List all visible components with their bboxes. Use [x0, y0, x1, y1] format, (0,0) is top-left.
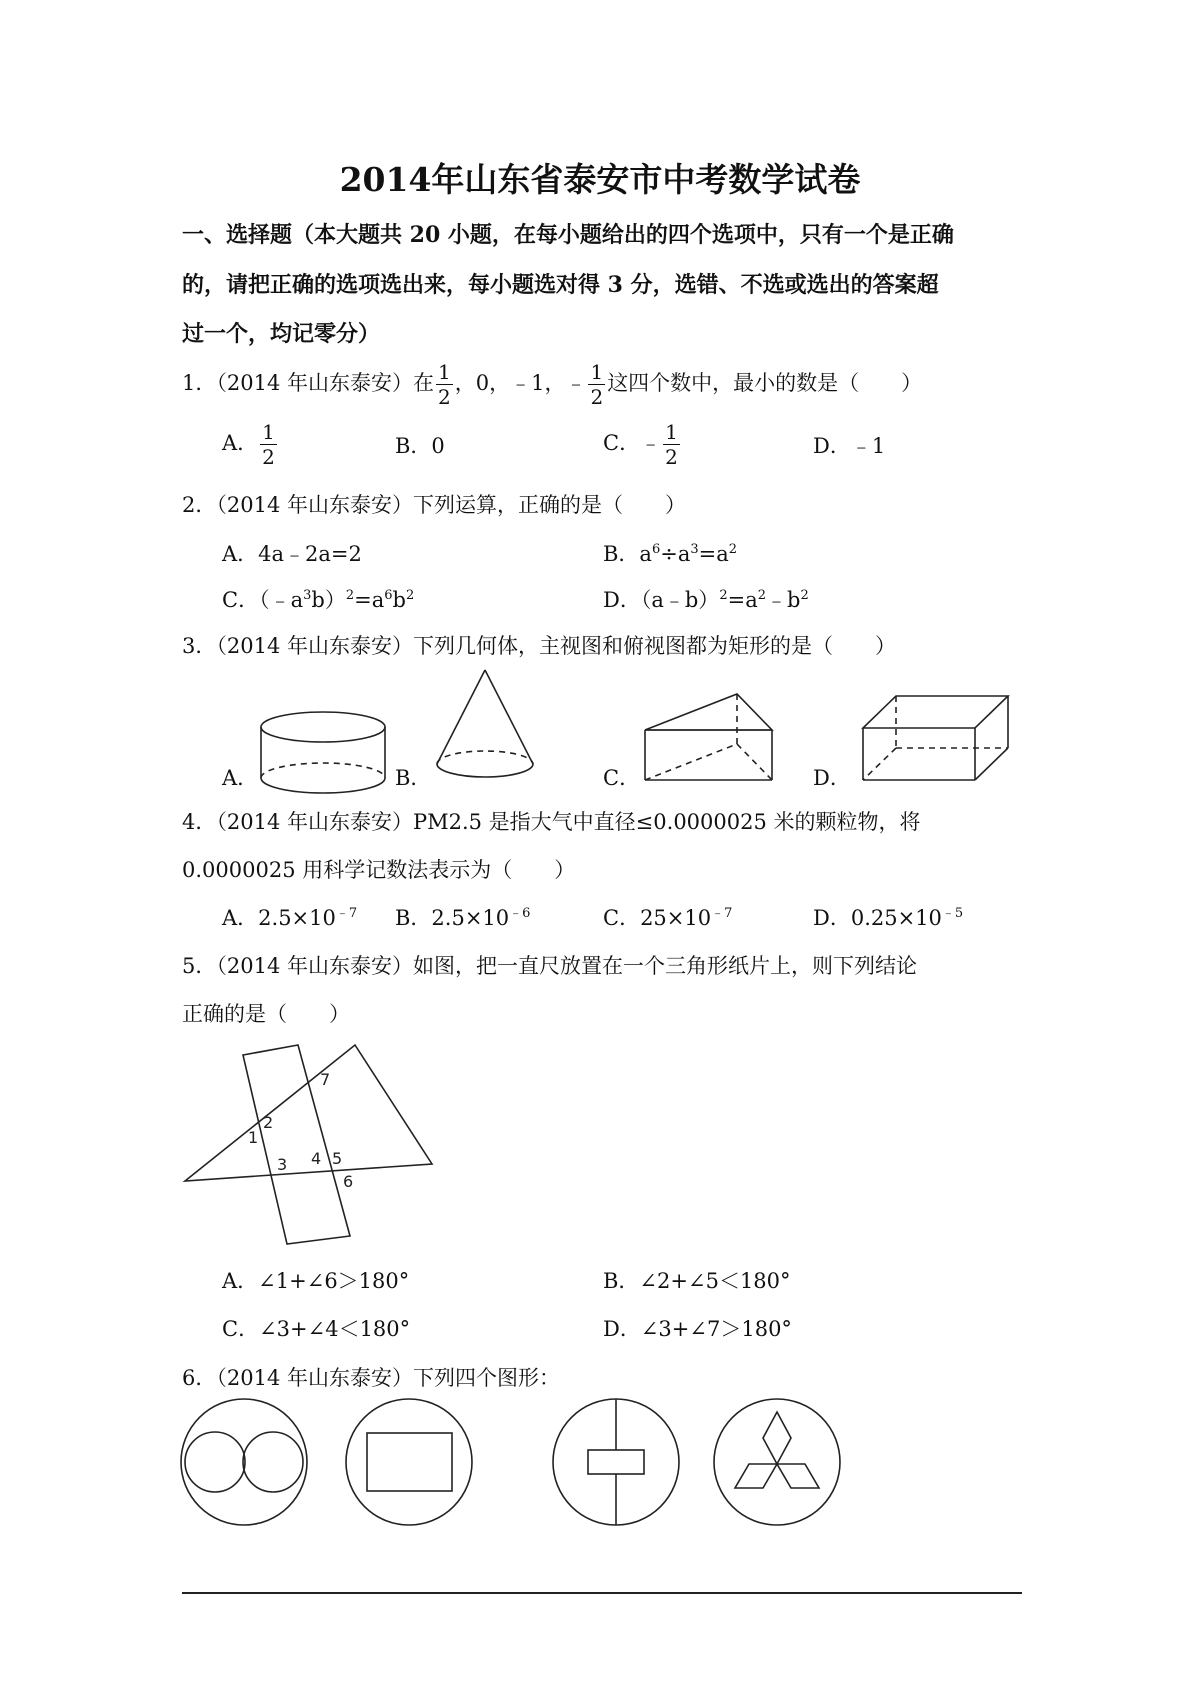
question-6: 6．（2014 年山东泰安）下列四个图形： [182, 1366, 560, 1390]
question-4-line-1: 4．（2014 年山东泰安）PM2.5 是指大气中直径≤0.0000025 米的颗粒物，将 [182, 810, 921, 834]
q2-option-b: B．$a^6\div a^3=a^2$ [603, 542, 738, 566]
q3-option-d: D． [813, 766, 851, 790]
question-2: 2．（2014 年山东泰安）下列运算，正确的是（ ） [182, 493, 686, 517]
angle-label-4: 4 [311, 1149, 322, 1168]
q3-option-b: B． [395, 766, 432, 790]
angle-label-2: 2 [263, 1113, 274, 1132]
section-heading-line-1: 一、选择题（本大题共 20 小题，在每小题给出的四个选项中，只有一个是正确 [182, 222, 954, 248]
q1-fraction-half: $\frac{1}{2}$ [437, 360, 451, 409]
q3-option-a: A． [222, 766, 259, 790]
q1-option-a: A． $\frac{1}{2}$ [222, 420, 275, 469]
q3-option-c: C． [603, 766, 641, 790]
section-heading-line-3: 过一个，均记零分） [182, 321, 381, 347]
q2-option-d: D．$(a﹣b)^2=a^2﹣b^2$ [603, 588, 809, 612]
q5-option-d: D．∠3+∠7＞180° [603, 1317, 792, 1341]
question-4-line-2: 0.0000025 用科学记数法表示为（ ） [182, 858, 576, 882]
footer-rule [182, 1592, 1022, 1594]
q1-option-d: D．﹣1 [813, 434, 886, 458]
q1-option-c: C．﹣ $\frac{1}{2}$ [603, 420, 678, 469]
q1-prefix: 1．（2014 年山东泰安）在 [182, 371, 434, 395]
q4-option-c: C．$25\times 10^{﹣7}$ [603, 906, 733, 930]
figure-circle-three-diamonds [713, 1398, 843, 1528]
q4-option-b: B．$2.5\times 10^{﹣6}$ [395, 906, 531, 930]
q2-option-a: A．4a﹣2a=2 [222, 542, 362, 566]
angle-label-3: 3 [277, 1155, 288, 1174]
q4-option-a: A．$2.5\times 10^{﹣7}$ [222, 906, 358, 930]
q5-option-c: C．∠3+∠4＜180° [222, 1317, 411, 1341]
page-title: 2014年山东省泰安市中考数学试卷 [339, 160, 861, 199]
cone-figure [432, 668, 542, 788]
ruler-triangle-figure [180, 1040, 450, 1245]
triangular-prism-figure [640, 688, 790, 788]
question-5-line-2: 正确的是（ ） [182, 1002, 350, 1026]
section-heading-line-2: 的，请把正确的选项选出来，每小题选对得 3 分，选错、不选或选出的答案超 [182, 272, 939, 298]
q1-option-b: B．0 [395, 434, 445, 458]
angle-label-7: 7 [320, 1070, 331, 1089]
q5-option-a: A．∠1+∠6＞180° [222, 1269, 410, 1293]
q1-suffix: 这四个数中，最小的数是（ ） [607, 371, 923, 395]
angle-label-6: 6 [343, 1172, 354, 1191]
figure-circle-rectangle [345, 1398, 475, 1528]
cylinder-figure [260, 710, 390, 800]
q5-option-b: B．∠2+∠5＜180° [603, 1269, 791, 1293]
q2-option-c: C．$(﹣a^3b)^2=a^6b^2$ [222, 588, 415, 612]
q4-option-d: D．$0.25\times 10^{﹣5}$ [813, 906, 964, 930]
question-3: 3．（2014 年山东泰安）下列几何体，主视图和俯视图都为矩形的是（ ） [182, 634, 896, 658]
question-5-line-1: 5．（2014 年山东泰安）如图，把一直尺放置在一个三角形纸片上，则下列结论 [182, 954, 917, 978]
angle-label-5: 5 [332, 1149, 343, 1168]
rectangular-prism-figure [858, 690, 1018, 790]
question-1 [182, 362, 922, 407]
figure-circle-two-circles [180, 1398, 310, 1528]
angle-label-1: 1 [248, 1128, 259, 1147]
q1-fraction-neg-half: $\frac{1}{2}$ [590, 360, 604, 409]
figure-circle-line-rectangle [552, 1398, 682, 1528]
q1-middle: ，0，﹣1，﹣ [454, 371, 587, 395]
